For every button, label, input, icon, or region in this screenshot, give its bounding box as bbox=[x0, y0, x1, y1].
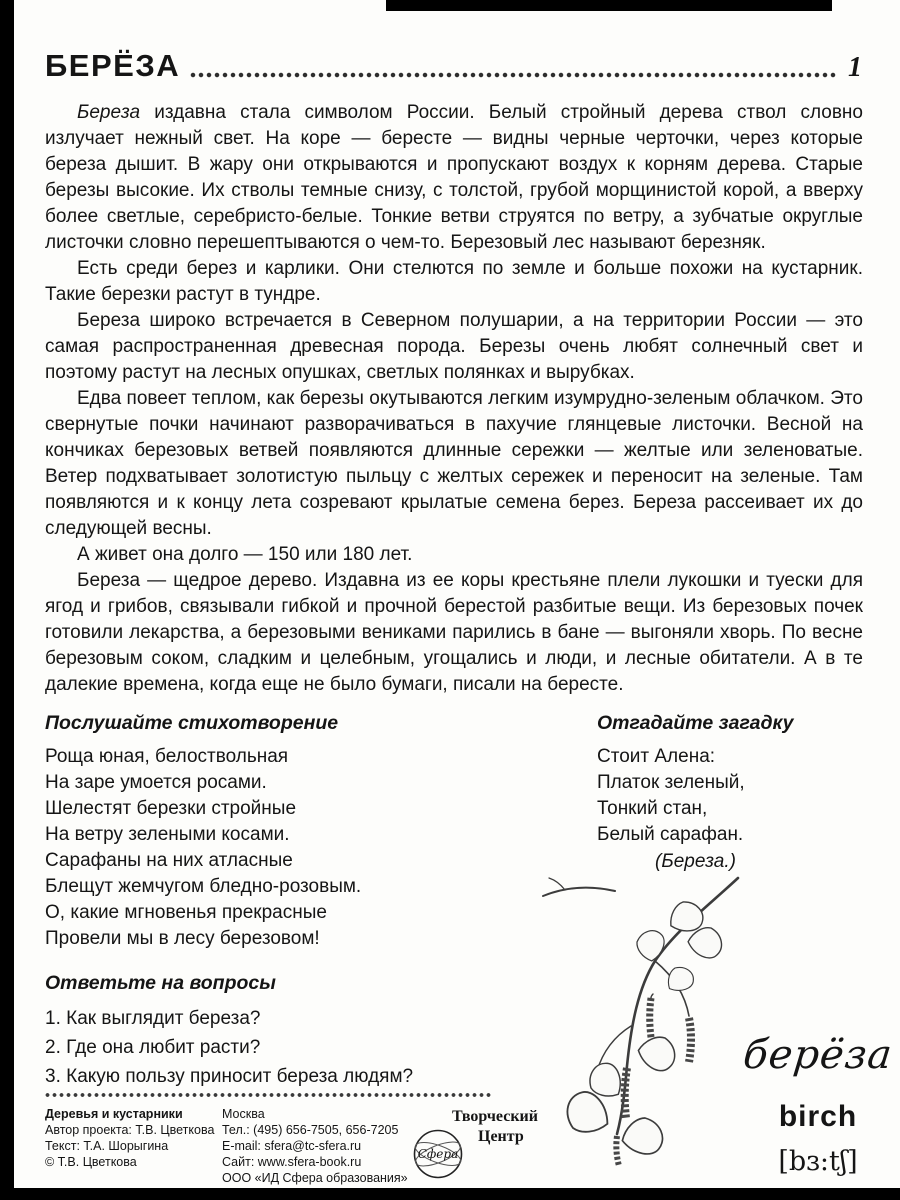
poem-line: Сарафаны на них атласные bbox=[45, 850, 293, 871]
poem-line: О, какие мгновенья прекрасные bbox=[45, 902, 327, 923]
riddle-line: Белый сарафан. bbox=[597, 824, 744, 845]
contact-line: E-mail: sfera@tc-sfera.ru bbox=[222, 1139, 362, 1153]
riddle-line: Тонкий стан, bbox=[597, 798, 708, 819]
contact-line: Тел.: (495) 656-7505, 656-7205 bbox=[222, 1123, 399, 1137]
riddle-answer: (Береза.) bbox=[655, 851, 736, 872]
credit-line: Автор проекта: Т.В. Цветкова bbox=[45, 1123, 215, 1137]
dot-leader bbox=[190, 72, 838, 78]
poem-line: Провели мы в лесу березовом! bbox=[45, 928, 320, 949]
poem-line: Блещут жемчугом бледно-розовым. bbox=[45, 876, 362, 897]
poem-line: Роща юная, белоствольная bbox=[45, 746, 289, 767]
footer-contacts bbox=[222, 1106, 408, 1186]
riddle-heading: Отгадайте загадку bbox=[597, 712, 794, 734]
credit-line: Текст: Т.А. Шорыгина bbox=[45, 1139, 169, 1153]
paragraph: А живет она долго — 150 или 180 лет. bbox=[77, 544, 413, 565]
poem-section bbox=[45, 712, 525, 1091]
paragraph: Едва повеет теплом, как березы окутываются легким изумрудно-зеленым облачком. Это свернутые почки начинают разворачиваться в пахучие глянцевые листочки. Весной на кончиках березовых ветвей появляются длинные сережки — желтые или зеленоватые. Ветер подхватывает золотистую пыльцу с желтых сережек и переносит на зеленые. Там появляются и к концу лета созревают крылатые семена берез. Береза рассеивает их до следующей весны. bbox=[45, 388, 863, 539]
vocab-english-word: birch bbox=[778, 1100, 858, 1133]
contact-line: Сайт: www.sfera-book.ru bbox=[222, 1155, 362, 1169]
page-title: БЕРЁЗА bbox=[45, 48, 181, 83]
poem-line: На ветру зелеными косами. bbox=[45, 824, 290, 845]
birch-branch-illustration bbox=[533, 876, 771, 1176]
page-number: 1 bbox=[848, 52, 862, 83]
footer-credits bbox=[45, 1106, 214, 1170]
sfera-logo-text: Сфера bbox=[417, 1147, 459, 1161]
poem-heading: Послушайте стихотворение bbox=[45, 712, 339, 734]
publisher-name-line2: Центр bbox=[478, 1128, 524, 1145]
lead-word: Береза bbox=[77, 102, 141, 123]
paragraph-text: издавна стала символом России. Белый стройный дерева ствол словно излучает нежный свет. На коре — бересте — видны черные черточки, через которые береза дышит. В жару они открываются и пропускают воздух к корням дерева. Старые березы высокие. Их стволы темные снизу, с толстой, грубой морщинистой корой, а вверху более светлые, серебристо-белые. Тонкие ветви струятся по ветру, а зубчатые округлые листочки словно перешептываются о чем-то. Березовый лес называют березняк. bbox=[45, 102, 863, 253]
scan-edge-bottom bbox=[0, 1188, 900, 1200]
paragraph: Есть среди берез и карлики. Они стелются по земле и больше похожи на кустарник. Такие березки растут в тундре. bbox=[45, 258, 863, 305]
credit-line: © Т.В. Цветкова bbox=[45, 1155, 137, 1169]
footer-divider bbox=[45, 1092, 493, 1098]
question-item: 3. Какую пользу приносит береза людям? bbox=[45, 1066, 414, 1087]
contact-line: Москва bbox=[222, 1107, 265, 1121]
publisher-name-line1: Творческий bbox=[452, 1108, 538, 1125]
vocab-russian-script: берёза bbox=[741, 1032, 895, 1078]
question-item: 2. Где она любит расти? bbox=[45, 1037, 261, 1058]
series-title: Деревья и кустарники bbox=[45, 1107, 183, 1121]
scan-edge-left bbox=[0, 0, 14, 1200]
scan-edge-top bbox=[386, 0, 832, 11]
riddle-section bbox=[597, 712, 875, 875]
paragraph bbox=[45, 100, 863, 256]
vocab-transcription: [bɜ:tʃ] bbox=[778, 1146, 858, 1177]
question-item: 1. Как выглядит береза? bbox=[45, 1008, 261, 1029]
poem-line: На заре умоется росами. bbox=[45, 772, 267, 793]
paragraph: Береза — щедрое дерево. Издавна из ее коры крестьяне плели лукошки и туески для ягод и грибов, связывали гибкой и прочной берестой разбитые вещи. Из березовых почек готовили лекарства, а березовыми вениками парились в бане — выгоняли хворь. По весне березовым соком, сладким и целебным, угощались и люди, и лесные обитатели. А в те далекие времена, когда еще не было бумаги, писали на бересте. bbox=[45, 570, 863, 695]
sfera-logo bbox=[412, 1128, 464, 1180]
header bbox=[45, 48, 862, 84]
article bbox=[45, 100, 863, 698]
riddle-line: Стоит Алена: bbox=[597, 746, 716, 767]
contact-line: ООО «ИД Сфера образования» bbox=[222, 1171, 408, 1185]
riddle-line: Платок зеленый, bbox=[597, 772, 745, 793]
paragraph: Береза широко встречается в Северном полушарии, а на территории России — это самая распространенная древесная порода. Березы очень любят солнечный свет и поэтому растут на лесных опушках, светлых полянках и вырубках. bbox=[45, 310, 863, 383]
questions-heading: Ответьте на вопросы bbox=[45, 972, 276, 994]
poem-line: Шелестят березки стройные bbox=[45, 798, 297, 819]
